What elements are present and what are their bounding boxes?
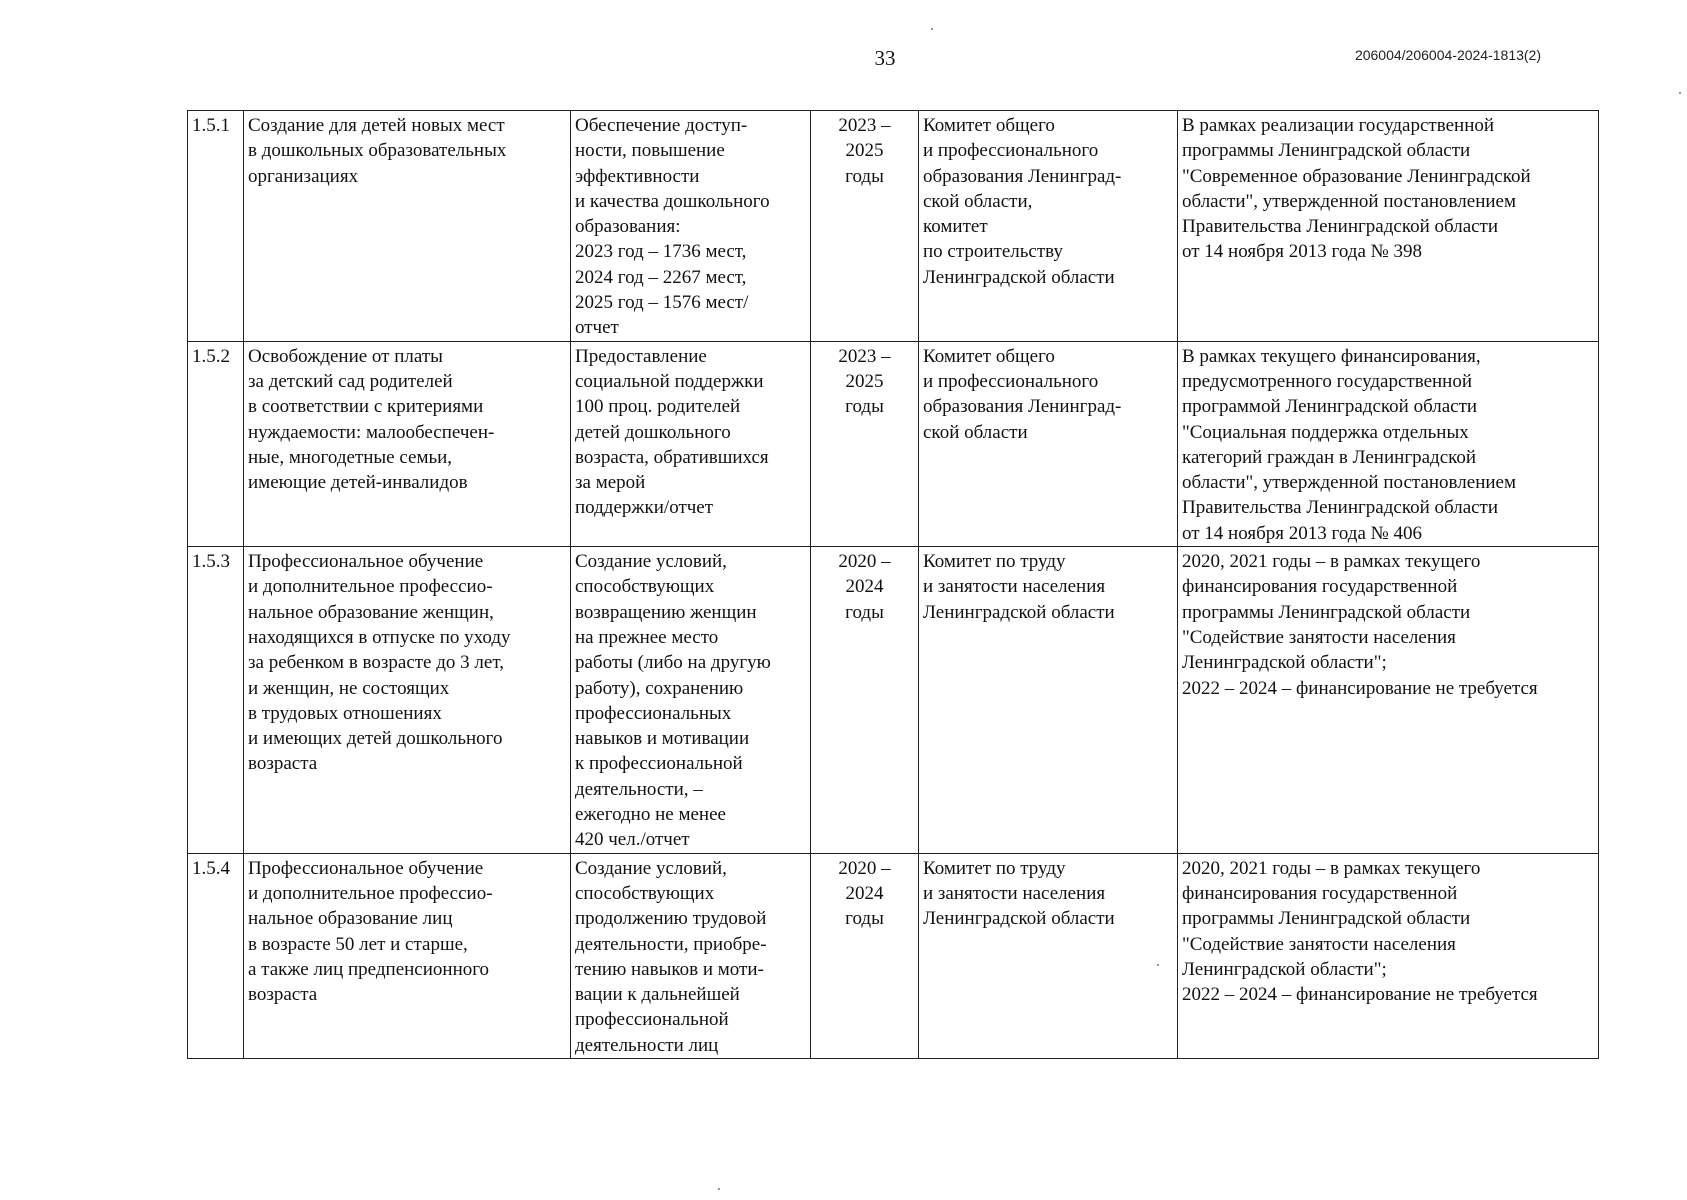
cell-line: способствующих	[575, 882, 715, 904]
scan-speck	[931, 28, 933, 30]
cell-line: по строительству	[923, 241, 1063, 263]
cell-line: "Содействие занятости населения	[1182, 626, 1456, 648]
financing-cell	[1178, 547, 1599, 854]
cell-line: 2020, 2021 годы – в рамках текущего	[1182, 551, 1481, 573]
row-number: 1.5.3	[188, 547, 244, 854]
table-row	[188, 341, 1599, 546]
cell-line: В рамках реализации государственной	[1182, 115, 1495, 136]
cell-line: предусмотренного государственной	[1182, 370, 1473, 392]
executor-cell	[919, 547, 1178, 854]
executor-cell	[919, 853, 1178, 1058]
measures-table	[187, 110, 1599, 1059]
cell-line: 2020, 2021 годы – в рамках текущего	[1182, 857, 1481, 879]
cell-line: и занятости населения	[923, 882, 1106, 904]
cell-line: тению навыков и моти-	[575, 958, 764, 980]
cell-line: годы	[845, 165, 884, 187]
scan-speck	[1679, 92, 1681, 94]
cell-line: Комитет по труду	[923, 857, 1066, 879]
cell-line: и профессионального	[923, 370, 1099, 392]
cell-line: деятельности лиц	[575, 1034, 719, 1056]
cell-line: Обеспечение доступ-	[575, 115, 748, 136]
cell-line: комитет	[923, 216, 988, 238]
table-row	[188, 853, 1599, 1058]
cell-line: отчет	[575, 317, 619, 339]
page-number: 33	[874, 46, 896, 70]
cell-line: "Содействие занятости населения	[1182, 933, 1456, 955]
cell-line: образования Ленинград-	[923, 165, 1122, 187]
cell-line: Создание условий,	[575, 857, 727, 879]
cell-line: 2020 –	[838, 551, 891, 573]
cell-line: продолжению трудовой	[575, 908, 767, 930]
cell-line: социальной поддержки	[575, 370, 764, 392]
cell-line: к профессиональной	[575, 753, 743, 775]
cell-line: в соответствии с критериями	[248, 396, 484, 418]
years-cell	[811, 547, 919, 854]
cell-line: детей дошкольного	[575, 421, 731, 443]
row-number: 1.5.4	[188, 853, 244, 1058]
cell-line: от 14 ноября 2013 года № 406	[1182, 522, 1423, 544]
cell-line: 2022 – 2024 – финансирование не требуется	[1182, 677, 1538, 699]
cell-line: Предоставление	[575, 345, 707, 367]
row-number: 1.5.1	[188, 111, 244, 342]
cell-line: образования:	[575, 216, 681, 238]
cell-line: эффективности	[575, 165, 700, 187]
cell-line: годы	[845, 601, 884, 623]
cell-line: работы (либо на другую	[575, 652, 771, 674]
cell-line: годы	[845, 908, 884, 930]
cell-line: нуждаемости: малообеспечен-	[248, 421, 495, 443]
cell-line: и дополнительное профессио-	[248, 882, 493, 904]
financing-cell	[1178, 341, 1599, 546]
years-cell	[811, 853, 919, 1058]
cell-line: 2024	[845, 882, 884, 904]
cell-line: Ленинградской области	[923, 601, 1115, 623]
cell-line: образования Ленинград-	[923, 396, 1122, 418]
cell-line: области", утвержденной постановлением	[1182, 190, 1516, 212]
cell-line: поддержки/отчет	[575, 497, 714, 519]
cell-line: ежегодно не менее	[575, 804, 726, 826]
cell-line: ской области	[923, 421, 1028, 443]
table-row	[188, 547, 1599, 854]
cell-line: за детский сад родителей	[248, 370, 453, 392]
cell-line: работу), сохранению	[575, 677, 744, 699]
cell-line: Ленинградской области	[923, 266, 1115, 288]
cell-line: 100 проц. родителей	[575, 396, 741, 418]
cell-line: от 14 ноября 2013 года № 398	[1182, 241, 1423, 263]
cell-line: вации к дальнейшей	[575, 984, 740, 1006]
cell-line: ской области,	[923, 190, 1033, 212]
cell-line: Создание для детей новых мест	[248, 115, 505, 136]
cell-line: Комитет общего	[923, 115, 1055, 136]
cell-line: и занятости населения	[923, 576, 1106, 598]
cell-line: финансирования государственной	[1182, 882, 1458, 904]
result-cell	[571, 111, 811, 342]
cell-line: в возрасте 50 лет и старше,	[248, 933, 468, 955]
executor-cell	[919, 341, 1178, 546]
cell-line: 2020 –	[838, 857, 891, 879]
cell-line: а также лиц предпенсионного	[248, 958, 490, 980]
cell-line: за ребенком в возрасте до 3 лет,	[248, 652, 504, 674]
result-cell	[571, 341, 811, 546]
cell-line: профессиональной	[575, 1009, 729, 1031]
cell-line: 2022 – 2024 – финансирование не требуется	[1182, 984, 1538, 1006]
cell-line: профессиональных	[575, 702, 732, 724]
cell-line: программы Ленинградской области	[1182, 601, 1471, 623]
measure-cell	[244, 547, 571, 854]
cell-line: и профессионального	[923, 140, 1099, 162]
cell-line: В рамках текущего финансирования,	[1182, 345, 1481, 367]
cell-line: Ленинградской области	[923, 908, 1115, 930]
executor-cell	[919, 111, 1178, 342]
years-cell	[811, 111, 919, 342]
cell-line: способствующих	[575, 576, 715, 598]
cell-line: 2024	[845, 576, 884, 598]
cell-line: "Социальная поддержка отдельных	[1182, 421, 1469, 443]
cell-line: Комитет общего	[923, 345, 1055, 367]
cell-line: деятельности, –	[575, 778, 703, 800]
cell-line: в трудовых отношениях	[248, 702, 442, 724]
cell-line: возраста	[248, 984, 318, 1006]
cell-line: Ленинградской области";	[1182, 652, 1387, 674]
cell-line: программой Ленинградской области	[1182, 396, 1478, 418]
cell-line: 2025	[845, 140, 884, 162]
cell-line: "Современное образование Ленинградской	[1182, 165, 1531, 187]
cell-line: находящихся в отпуске по уходу	[248, 626, 511, 648]
cell-line: Создание условий,	[575, 551, 727, 573]
document-id: 206004/206004-2024-1813(2)	[1354, 47, 1541, 63]
scan-speck	[718, 1188, 720, 1190]
cell-line: Правительства Ленинградской области	[1182, 497, 1499, 519]
cell-line: возвращению женщин	[575, 601, 757, 623]
cell-line: и дополнительное профессио-	[248, 576, 493, 598]
cell-line: 2023 –	[838, 115, 891, 136]
cell-line: ные, многодетные семьи,	[248, 446, 453, 468]
row-number: 1.5.2	[188, 341, 244, 546]
cell-line: нальное образование женщин,	[248, 601, 494, 623]
cell-line: организациях	[248, 165, 359, 187]
cell-line: категорий граждан в Ленинградской	[1182, 446, 1477, 468]
financing-cell	[1178, 853, 1599, 1058]
cell-line: 420 чел./отчет	[575, 829, 690, 851]
cell-line: на прежнее место	[575, 626, 719, 648]
measure-cell	[244, 853, 571, 1058]
cell-line: Профессиональное обучение	[248, 551, 484, 573]
cell-line: программы Ленинградской области	[1182, 908, 1471, 930]
cell-line: 2024 год – 2267 мест,	[575, 266, 747, 288]
cell-line: и имеющих детей дошкольного	[248, 728, 503, 750]
years-cell	[811, 341, 919, 546]
cell-line: программы Ленинградской области	[1182, 140, 1471, 162]
cell-line: 2025	[845, 370, 884, 392]
scan-speck	[1157, 964, 1159, 966]
cell-line: 2023 –	[838, 345, 891, 367]
cell-line: нальное образование лиц	[248, 908, 453, 930]
cell-line: ности, повышение	[575, 140, 725, 162]
cell-line: за мерой	[575, 472, 646, 494]
result-cell	[571, 547, 811, 854]
financing-cell	[1178, 111, 1599, 342]
measure-cell	[244, 111, 571, 342]
cell-line: имеющие детей-инвалидов	[248, 472, 468, 494]
cell-line: годы	[845, 396, 884, 418]
cell-line: Правительства Ленинградской области	[1182, 216, 1499, 238]
cell-line: 2025 год – 1576 мест/	[575, 292, 749, 314]
cell-line: возраста	[248, 753, 318, 775]
cell-line: навыков и мотивации	[575, 728, 750, 750]
cell-line: 2023 год – 1736 мест,	[575, 241, 747, 263]
cell-line: Освобождение от платы	[248, 345, 443, 367]
cell-line: Профессиональное обучение	[248, 857, 484, 879]
cell-line: Комитет по труду	[923, 551, 1066, 573]
cell-line: деятельности, приобре-	[575, 933, 767, 955]
cell-line: финансирования государственной	[1182, 576, 1458, 598]
cell-line: и качества дошкольного	[575, 190, 770, 212]
measure-cell	[244, 341, 571, 546]
cell-line: в дошкольных образовательных	[248, 140, 507, 162]
cell-line: возраста, обратившихся	[575, 446, 769, 468]
cell-line: и женщин, не состоящих	[248, 677, 450, 699]
cell-line: Ленинградской области";	[1182, 958, 1387, 980]
cell-line: области", утвержденной постановлением	[1182, 472, 1516, 494]
result-cell	[571, 853, 811, 1058]
table-row	[188, 111, 1599, 342]
